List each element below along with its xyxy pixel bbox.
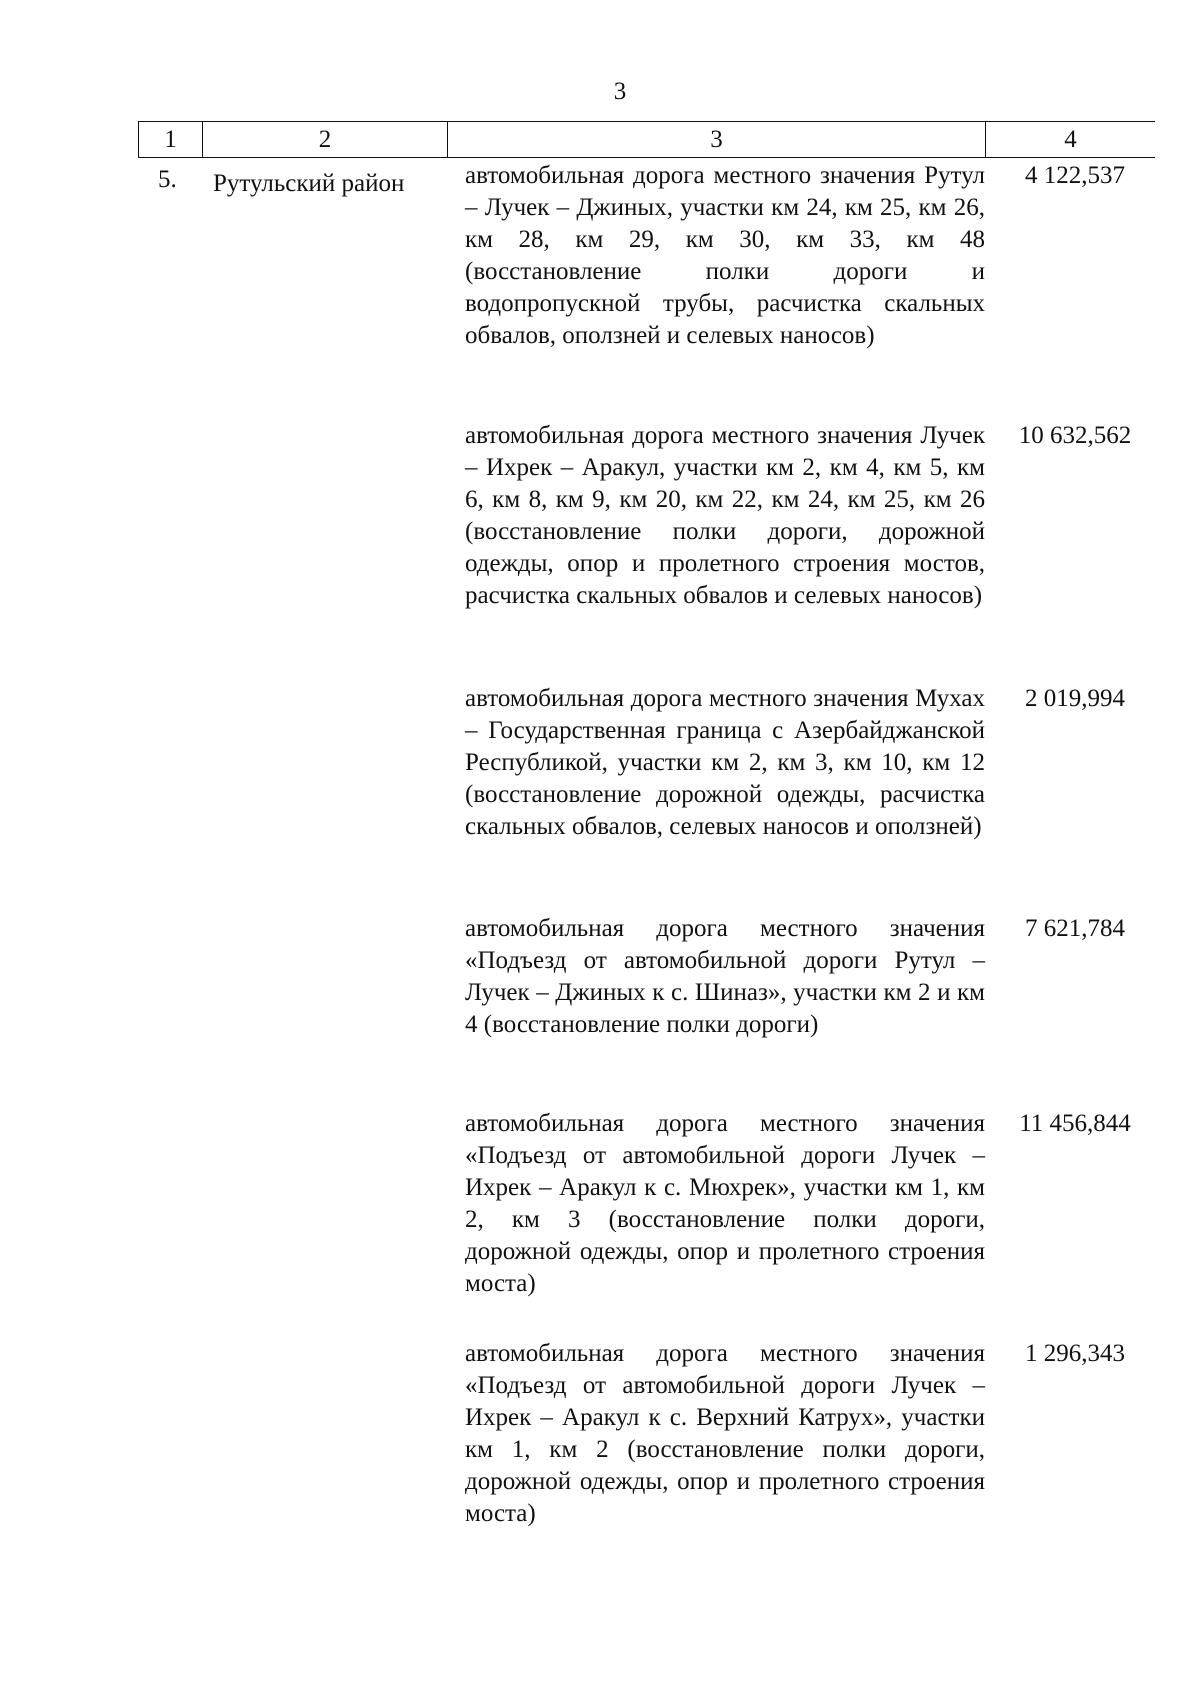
road-description-3: автомобильная дорога местного значения Мухах – Государственная граница с Азербайджанской Республикой, участки км 2, км 3, км 10, км 12 (восстановление дорожной одежды, расчистка скальных обвалов, селевых наносов и оползней) — [465, 685, 985, 840]
road-description-2: автомобильная дорога местного значения Лучек – Ихрек – Аракул, участки км 2, км 4, км 5, км 6, км 8, км 9, км 20, км 22, км 24, км 25, км 26 (восстановление полки дороги, дорожной одежды, опор и пролетного строения мостов, расчистка скальных обвалов и селевых наносов) — [465, 422, 985, 609]
table-header — [138, 121, 1155, 158]
road-description-6: автомобильная дорога местного значения «Подъезд от автомобильной дороги Лучек – Ихрек – Аракул к с. Верхний Катрух», участки км 1, км 2 (восстановление полки дороги, дорожной одежды, опор и пролетного строения моста) — [465, 1340, 985, 1527]
column-header-3: 3 — [447, 122, 985, 157]
page-number: 3 — [613, 78, 627, 105]
column-header-1: 1 — [138, 122, 202, 157]
road-description-4: автомобильная дорога местного значения «Подъезд от автомобильной дороги Рутул – Лучек – Джиных к с. Шиназ», участки км 2 и км 4 (восстановление полки дороги) — [465, 915, 985, 1038]
road-amount-5: 11 456,844 — [1019, 1110, 1131, 1137]
road-description-5: автомобильная дорога местного значения «Подъезд от автомобильной дороги Лучек – Ихрек – Аракул к с. Мюхрек», участки км 1, км 2, км 3 (восстановление полки дороги, дорожной одежды, опор и пролетного строения моста) — [465, 1110, 985, 1297]
row-number: 5. — [158, 166, 177, 193]
road-amount-6: 1 296,343 — [1025, 1340, 1125, 1367]
district-name: Рутульский район — [213, 170, 405, 197]
road-amount-2: 10 632,562 — [1018, 422, 1132, 449]
road-amount-1: 4 122,537 — [1025, 162, 1125, 189]
road-amount-3: 2 019,994 — [1025, 685, 1125, 712]
column-header-4: 4 — [985, 122, 1155, 157]
column-header-2: 2 — [202, 122, 447, 157]
road-description-1: автомобильная дорога местного значения Рутул – Лучек – Джиных, участки км 24, км 25, км 26, км 28, км 29, км 30, км 33, км 48 (восстановление полки дороги и водопропускной трубы, расчистка скальных обвалов, оползней и селевых наносов) — [465, 162, 985, 349]
road-amount-4: 7 621,784 — [1025, 915, 1125, 942]
